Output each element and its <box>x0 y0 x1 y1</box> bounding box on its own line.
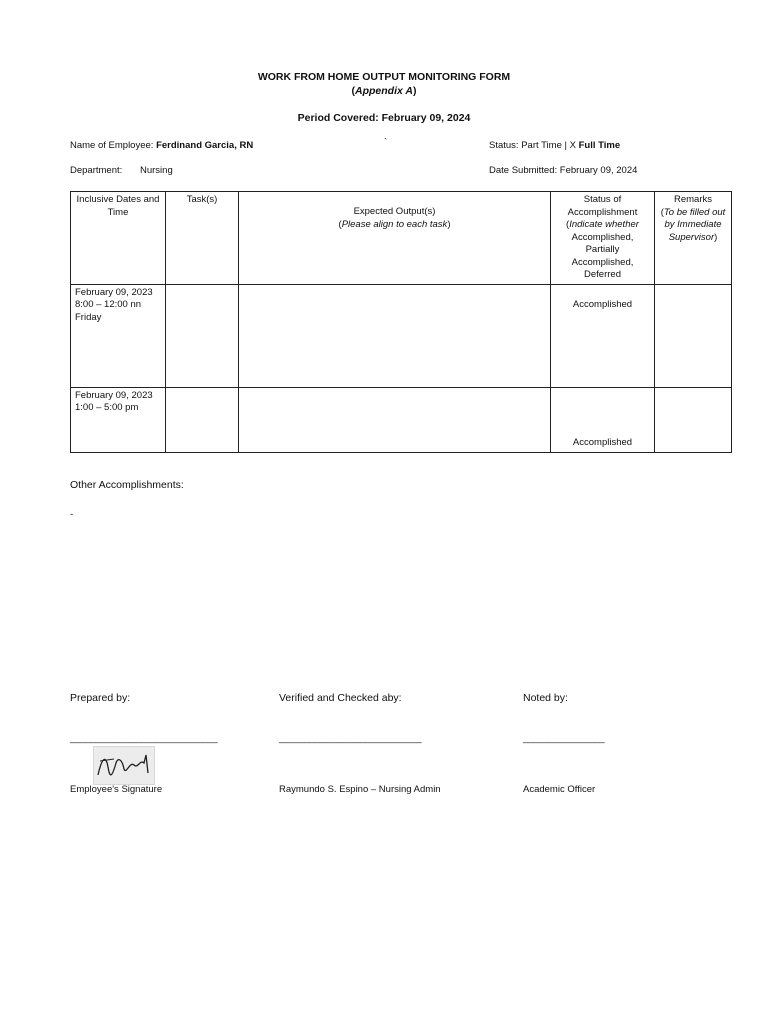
row-time: 1:00 – 5:00 pm <box>75 402 139 413</box>
row-status-value: Accomplished <box>572 437 633 448</box>
header-tasks: Task(s) <box>166 192 239 285</box>
status-field <box>489 140 620 151</box>
status-label: Status: Part Time | X <box>489 140 576 151</box>
row-date-cell <box>71 387 166 452</box>
row-day: Friday <box>75 311 102 323</box>
department-label: Department: <box>70 165 123 176</box>
row-output[interactable] <box>239 284 551 387</box>
table-row <box>71 387 732 452</box>
header-remarks <box>655 192 732 285</box>
appendix-label: (Appendix A) <box>351 85 417 97</box>
header-dates: Inclusive Dates and Time <box>71 192 166 285</box>
header-status-note: (Indicate whether <box>566 219 639 230</box>
department-value: Nursing <box>140 165 173 176</box>
header-status <box>551 192 655 285</box>
handwritten-signature-icon <box>94 747 154 784</box>
table-header-row <box>71 192 732 285</box>
header-expected-note: (Please align to each task) <box>338 218 451 230</box>
stray-mark: ` <box>384 137 388 148</box>
other-accomplishments-mark: - <box>70 509 74 520</box>
row-date: February 09, 2023 <box>75 286 153 298</box>
noted-by-label: Noted by: <box>523 692 568 704</box>
date-submitted-field <box>489 165 637 176</box>
employee-signature-label: Employee's Signature <box>70 784 163 795</box>
header-remarks-label: Remarks <box>673 194 712 205</box>
row-time: 8:00 – 12:00 nn <box>75 299 142 310</box>
row-task[interactable] <box>166 284 239 387</box>
row-remarks[interactable] <box>655 387 732 452</box>
date-submitted-label: Date Submitted: <box>489 165 558 176</box>
row-status <box>551 284 655 387</box>
row-date: February 09, 2023 <box>75 389 153 401</box>
row-output[interactable] <box>239 387 551 452</box>
verifier-name: Raymundo S. Espino – Nursing Admin <box>279 784 441 795</box>
row-date-cell <box>71 284 166 387</box>
date-submitted-value: February 09, 2024 <box>559 165 638 176</box>
row-task[interactable] <box>166 387 239 452</box>
employee-name-field <box>70 140 253 151</box>
noted-name: Academic Officer <box>523 784 596 795</box>
verified-by-label: Verified and Checked aby: <box>279 692 402 704</box>
employee-name-label: Name of Employee: <box>70 140 154 151</box>
row-status <box>551 387 655 452</box>
header-expected <box>239 192 551 285</box>
row-status-value: Accomplished <box>572 298 633 310</box>
noted-signature-line: ________________ <box>523 733 605 744</box>
table-row <box>71 284 732 387</box>
status-value: Full Time <box>578 140 621 151</box>
header-expected-label: Expected Output(s) <box>353 206 436 217</box>
prepared-signature-line: _____________________________ <box>70 733 218 744</box>
header-remarks-note: (To be filled out by Immediate Supervisor) <box>660 206 726 243</box>
header-status-label: Status of Accomplishment <box>567 194 638 218</box>
period-covered: Period Covered: February 09, 2024 <box>297 112 471 124</box>
form-title: WORK FROM HOME OUTPUT MONITORING FORM <box>257 71 511 83</box>
verified-signature-line: ____________________________ <box>279 733 422 744</box>
prepared-by-label: Prepared by: <box>70 692 131 704</box>
output-table <box>70 191 732 453</box>
signature-image <box>93 746 155 785</box>
row-remarks[interactable] <box>655 284 732 387</box>
employee-name-value: Ferdinand Garcia, RN <box>156 140 254 151</box>
other-accomplishments-label: Other Accomplishments: <box>70 479 184 491</box>
header-status-options: Accomplished, Partially Accomplished, Deferred <box>571 231 634 280</box>
